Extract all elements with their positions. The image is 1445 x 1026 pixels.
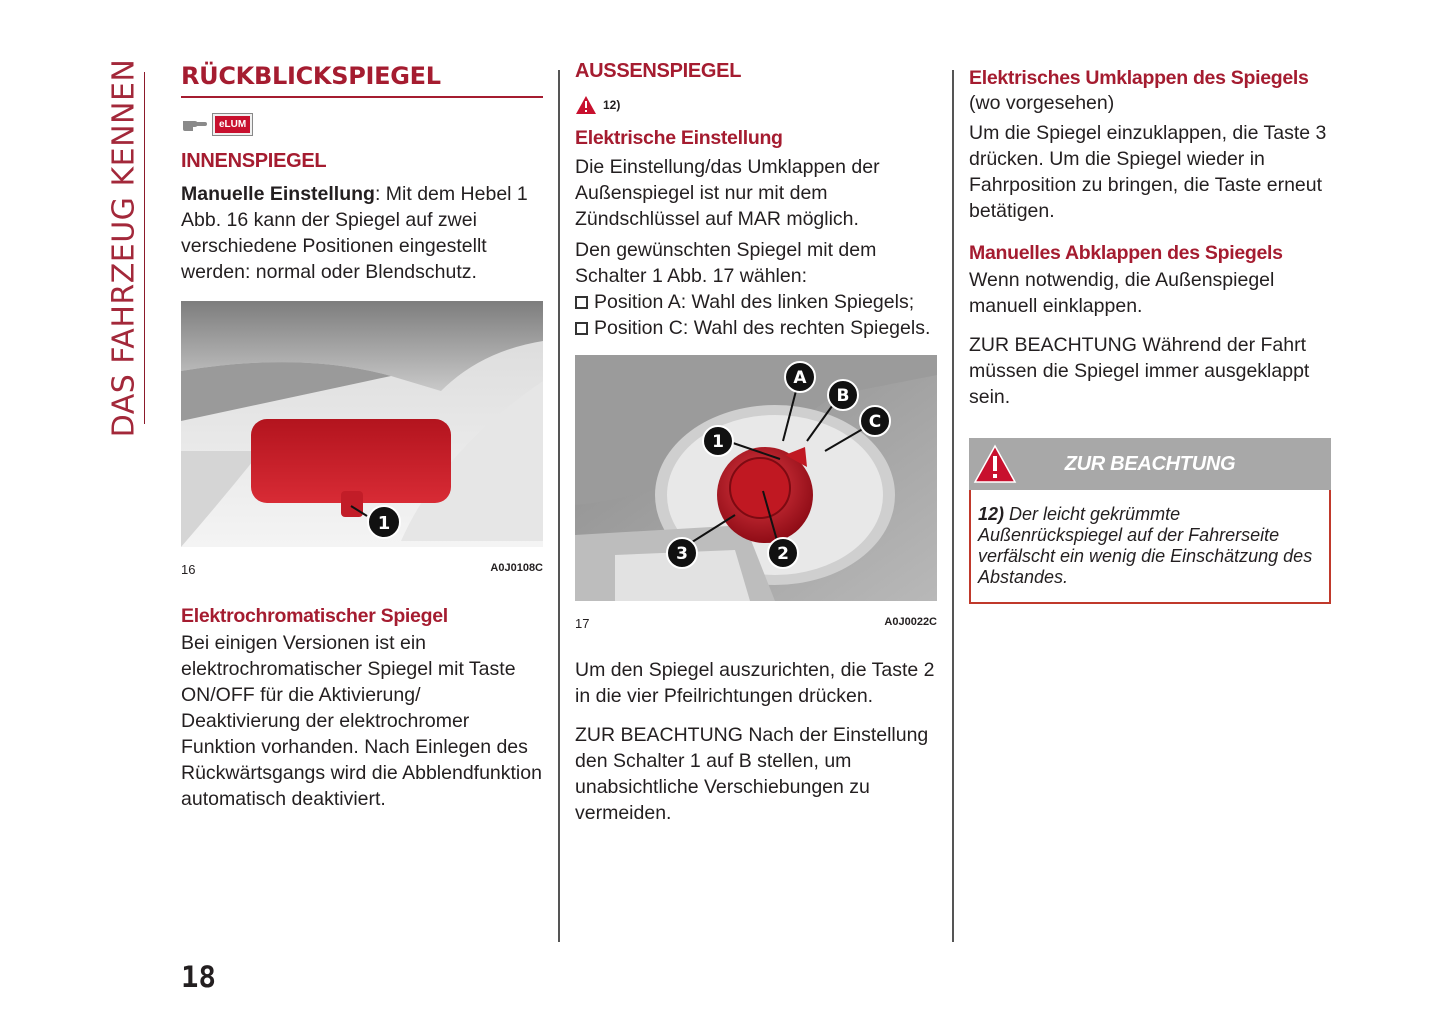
aussenspiegel-title: AUSSENSPIEGEL [575, 60, 742, 82]
drive-note-text: ZUR BEACHTUNG Während der Fahrt müssen die Spiegel immer ausgeklappt sein. [969, 334, 1310, 408]
figure-16-code: A0J0108C [490, 562, 543, 574]
bullet-text: Position A: Wahl des linken Spiegels; [594, 291, 915, 313]
interior-mirror-image [181, 301, 543, 547]
attention-title: ZUR BEACHTUNG [1064, 452, 1236, 475]
callout-c: C [868, 412, 882, 432]
column-1 [181, 60, 543, 812]
pointing-hand-icon [181, 115, 209, 133]
bullet-box-icon [575, 322, 588, 335]
bullet-item [575, 315, 937, 341]
attention-header [969, 438, 1331, 490]
manual-adjust-body: : Mit dem Hebel 1 Abb. 16 kann der Spiegel auf zwei verschiedene Positionen eingestellt werden: normal oder Blendschutz. [181, 183, 528, 283]
manual-fold-heading: Manuelles Abklappen des Spiegels [969, 242, 1283, 264]
warning-ref-number: 12) [603, 98, 621, 112]
fold-text: Um die Spiegel einzuklappen, die Taste 3 drücken. Um die Spiegel wieder in Fahrposition zu bringen, die Taste erneut betätigen. [969, 122, 1327, 222]
align-text: Um den Spiegel auszurichten, die Taste 2 in die vier Pfeilrichtungen drücken. [575, 659, 935, 707]
elum-indicator [181, 112, 543, 136]
elum-badge: eLUM [213, 114, 252, 135]
warning-reference [575, 93, 937, 117]
bullet-box-icon [575, 296, 588, 309]
mirror-switch-image [575, 355, 937, 601]
manual-adjust-text [181, 181, 543, 285]
figure-16-number: 16 [181, 562, 196, 577]
figure-17-code: A0J0022C [884, 616, 937, 628]
attention-ref: 12) [978, 504, 1005, 524]
electrochromatic-text: Bei einigen Versionen ist ein elektrochromatischer Spiegel mit Taste ON/OFF für die Aktivierung/ Deaktivierung der elektrochromer Funktion vorhanden. Nach Einlegen des Rückwärtsgangs wird die Abblendfunktion automatisch deaktiviert. [181, 632, 542, 810]
innenspiegel-heading: INNENSPIEGEL [181, 150, 327, 172]
figure-16-callout-1: 1 [377, 513, 391, 534]
section-title: RÜCKBLICKSPIEGEL [181, 62, 441, 90]
fold-heading: Elektrisches Umklappen des Spiegels [969, 67, 1309, 89]
attention-text: Der leicht gekrümmte Außenrückspiegel auf der Fahrerseite verfälscht ein wenig die Einschätzung des Abstandes. [978, 504, 1313, 587]
column-3 [969, 60, 1331, 604]
callout-2: 2 [777, 544, 789, 564]
manual-adjust-label: Manuelle Einstellung [181, 183, 375, 205]
column-2 [575, 60, 937, 826]
side-tab-label: DAS FAHRZEUG KENNEN [106, 58, 142, 438]
fold-subtitle: (wo vorgesehen) [969, 92, 1115, 114]
column-divider [558, 70, 560, 942]
callout-1: 1 [712, 432, 724, 452]
title-rule [181, 96, 543, 98]
figure-17-number: 17 [575, 616, 590, 631]
side-tab [104, 58, 145, 438]
callout-b: B [836, 386, 850, 406]
elec-adjust-heading: Elektrische Einstellung [575, 127, 783, 149]
note-text: ZUR BEACHTUNG Nach der Einstellung den Schalter 1 auf B stellen, um unabsichtliche Verschiebungen zu vermeiden. [575, 724, 929, 824]
column-divider [952, 70, 954, 942]
electrochromatic-heading: Elektrochromatischer Spiegel [181, 605, 448, 627]
bullet-item [575, 289, 937, 315]
elec-adjust-text-2: Den gewünschten Spiegel mit dem Schalter 1 Abb. 17 wählen: [575, 239, 877, 287]
page-number: 18 [181, 960, 216, 994]
callout-a: A [793, 368, 807, 388]
figure-17 [575, 355, 937, 631]
manual-fold-text: Wenn notwendig, die Außenspiegel manuell einklappen. [969, 269, 1275, 317]
bullet-text: Position C: Wahl des rechten Spiegels. [594, 317, 931, 339]
figure-16 [181, 301, 543, 577]
callout-3: 3 [676, 544, 688, 564]
elec-adjust-text-1: Die Einstellung/das Umklappen der Außenspiegel ist nur mit dem Zündschlüssel auf MAR möglich. [575, 156, 880, 230]
figure-16-caption [181, 562, 543, 577]
warning-triangle-icon [575, 95, 597, 115]
figure-17-caption [575, 616, 937, 631]
attention-box [969, 490, 1331, 604]
